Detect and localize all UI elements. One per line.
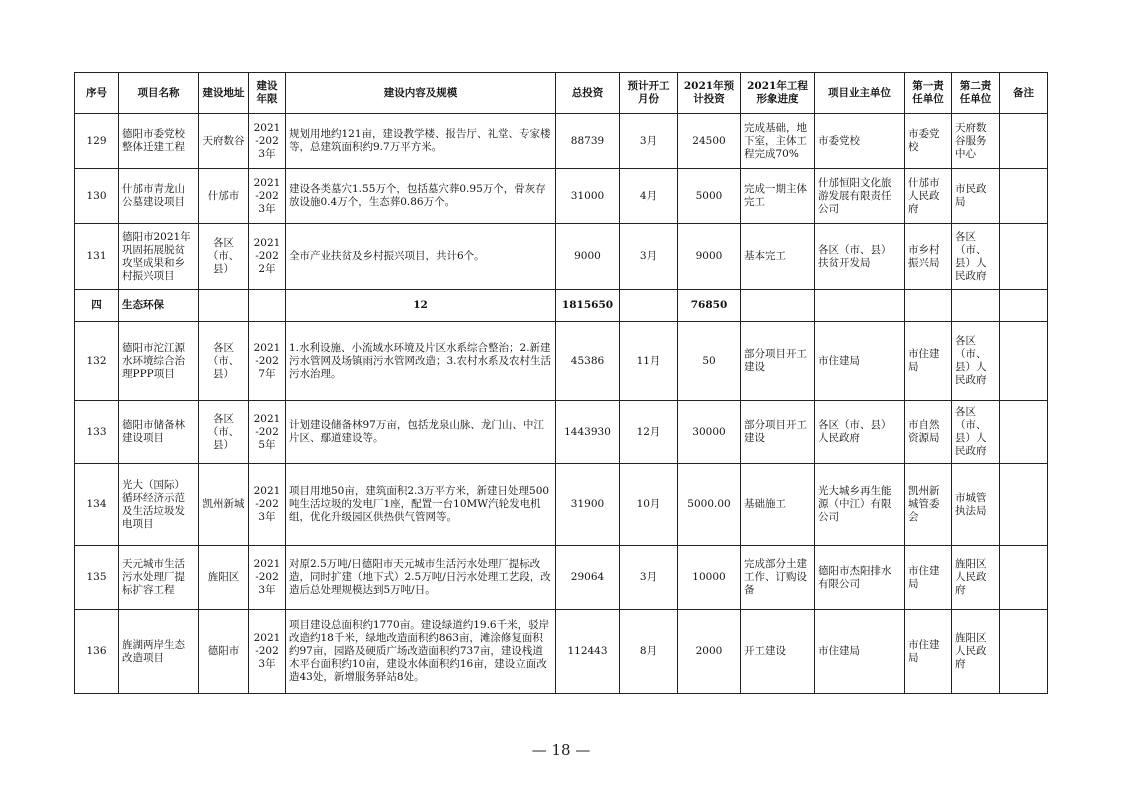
- cell-total: 112443: [556, 610, 620, 694]
- cell-resp2: 各区（市、县）人民政府: [952, 224, 1000, 290]
- cell-period: 2021-2023年: [249, 610, 286, 694]
- cell-total: 1443930: [556, 401, 620, 464]
- cell-location: 各区（市、县）: [199, 224, 249, 290]
- header-name: 项目名称: [119, 73, 199, 114]
- cell-location: 旌阳区: [199, 546, 249, 610]
- cell-content: 建设各类墓穴1.55万个，包括墓穴葬0.95万个，骨灰存放设施0.4万个，生态葬0.86万个。: [286, 169, 556, 224]
- table-row: [75, 546, 1048, 610]
- cell-owner: 各区（市、县）人民政府: [815, 401, 905, 464]
- cell-start-month: 3月: [620, 114, 678, 169]
- header-start-month: 预计开工月份: [620, 73, 678, 114]
- cell-inv-2021: 5000: [678, 169, 741, 224]
- cell-location: 德阳市: [199, 610, 249, 694]
- cell-name: 旌湖两岸生态改造项目: [119, 610, 199, 694]
- cell-name: 光大（国际）循环经济示范及生活垃圾发电项目: [119, 464, 199, 546]
- cell-progress: 基础施工: [741, 464, 815, 546]
- cell-seq: 136: [75, 610, 119, 694]
- cell-resp1: 市自然资源局: [905, 401, 952, 464]
- cell-period: 2021-2023年: [249, 169, 286, 224]
- section-seq: 四: [75, 290, 119, 322]
- cell-resp1: 什邡市人民政府: [905, 169, 952, 224]
- header-resp1: 第一责任单位: [905, 73, 952, 114]
- section-count: 12: [286, 290, 556, 322]
- cell-period: 2021-2027年: [249, 322, 286, 401]
- cell-resp2: 旌阳区人民政府: [952, 610, 1000, 694]
- cell-start-month: 4月: [620, 169, 678, 224]
- cell-resp2: 各区（市、县）人民政府: [952, 322, 1000, 401]
- cell-inv-2021: 50: [678, 322, 741, 401]
- cell-seq: 132: [75, 322, 119, 401]
- cell-owner: 光大城乡再生能源（中江）有限公司: [815, 464, 905, 546]
- header-progress: 2021年工程形象进度: [741, 73, 815, 114]
- header-owner: 项目业主单位: [815, 73, 905, 114]
- cell-seq: 129: [75, 114, 119, 169]
- cell-total: 29064: [556, 546, 620, 610]
- cell-remark: [1000, 610, 1048, 694]
- cell-owner: 各区（市、县）扶贫开发局: [815, 224, 905, 290]
- cell-content: 项目建设总面积约1770亩。建设绿道约19.6千米，驳岸改造约18千米，绿地改造面积约863亩，滩涂修复面积约97亩，园路及硬质广场改造面积约737亩，建设栈道木平台面积约10亩，建设水体面积约16亩，建设立面改造43处，新增服务驿站8处。: [286, 610, 556, 694]
- cell-resp1: 市住建局: [905, 322, 952, 401]
- cell-period: 2021-2023年: [249, 464, 286, 546]
- cell-start-month: 12月: [620, 401, 678, 464]
- cell-total: 45386: [556, 322, 620, 401]
- header-row: [75, 73, 1048, 114]
- header-seq: 序号: [75, 73, 119, 114]
- cell-remark: [1000, 114, 1048, 169]
- cell-owner: 德阳市杰阳排水有限公司: [815, 546, 905, 610]
- cell-location: 凯州新城: [199, 464, 249, 546]
- section-inv-2021: 76850: [678, 290, 741, 322]
- cell-seq: 131: [75, 224, 119, 290]
- cell-progress: 完成基础，地下室，主体工程完成70%: [741, 114, 815, 169]
- cell-start-month: 10月: [620, 464, 678, 546]
- cell-content: 对原2.5万吨/日德阳市天元城市生活污水处理厂提标改造，同时扩建（地下式）2.5万吨/日污水处理工艺段，改造后总处理规模达到5万吨/日。: [286, 546, 556, 610]
- cell-location: 各区（市、县）: [199, 322, 249, 401]
- project-table: [74, 72, 1048, 694]
- cell-owner: 市委党校: [815, 114, 905, 169]
- cell-resp1: 市乡村振兴局: [905, 224, 952, 290]
- cell-content: 全市产业扶贫及乡村振兴项目，共计6个。: [286, 224, 556, 290]
- header-total: 总投资: [556, 73, 620, 114]
- cell-name: 德阳市沱江源水环境综合治理PPP项目: [119, 322, 199, 401]
- cell-resp2: 市民政局: [952, 169, 1000, 224]
- cell-total: 9000: [556, 224, 620, 290]
- table-row: [75, 464, 1048, 546]
- section-name: 生态环保: [119, 290, 199, 322]
- table-row: [75, 224, 1048, 290]
- cell-total: 31900: [556, 464, 620, 546]
- cell-name: 德阳市委党校整体迁建工程: [119, 114, 199, 169]
- header-resp2: 第二责任单位: [952, 73, 1000, 114]
- cell-content: 规划用地约121亩，建设教学楼、报告厅、礼堂、专家楼等，总建筑面积约9.7万平方米。: [286, 114, 556, 169]
- cell-resp1: 市住建局: [905, 546, 952, 610]
- table-row: [75, 401, 1048, 464]
- cell-resp1: 市委党校: [905, 114, 952, 169]
- cell-start-month: 3月: [620, 546, 678, 610]
- cell-resp2: 市城管执法局: [952, 464, 1000, 546]
- table-row: [75, 610, 1048, 694]
- header-period: 建设年限: [249, 73, 286, 114]
- cell-inv-2021: 5000.00: [678, 464, 741, 546]
- cell-progress: 完成部分土建工作、订购设备: [741, 546, 815, 610]
- cell-seq: 135: [75, 546, 119, 610]
- cell-start-month: 11月: [620, 322, 678, 401]
- cell-inv-2021: 9000: [678, 224, 741, 290]
- cell-resp1: 凯州新城管委会: [905, 464, 952, 546]
- header-inv-2021: 2021年预计投资: [678, 73, 741, 114]
- cell-progress: 开工建设: [741, 610, 815, 694]
- cell-remark: [1000, 401, 1048, 464]
- cell-period: 2021-2023年: [249, 546, 286, 610]
- cell-inv-2021: 2000: [678, 610, 741, 694]
- header-content: 建设内容及规模: [286, 73, 556, 114]
- cell-inv-2021: 10000: [678, 546, 741, 610]
- cell-name: 什邡市青龙山公墓建设项目: [119, 169, 199, 224]
- cell-total: 88739: [556, 114, 620, 169]
- cell-resp2: 旌阳区人民政府: [952, 546, 1000, 610]
- cell-progress: 部分项目开工建设: [741, 401, 815, 464]
- cell-resp2: 天府数谷服务中心: [952, 114, 1000, 169]
- cell-resp2: 各区（市、县）人民政府: [952, 401, 1000, 464]
- cell-location: 各区（市、县）: [199, 401, 249, 464]
- cell-start-month: 8月: [620, 610, 678, 694]
- cell-owner: 什邡恒阳文化旅游发展有限责任公司: [815, 169, 905, 224]
- section-row: [75, 290, 1048, 322]
- cell-period: 2021-2023年: [249, 114, 286, 169]
- cell-seq: 130: [75, 169, 119, 224]
- cell-progress: 完成一期主体完工: [741, 169, 815, 224]
- cell-content: 项目用地50亩，建筑面积2.3万平方米，新建日处理500吨生活垃圾的发电厂1座，配置一台10MW汽轮发电机组，优化升级园区供热供气管网等。: [286, 464, 556, 546]
- page-number: — 18 —: [531, 741, 591, 759]
- cell-remark: [1000, 169, 1048, 224]
- cell-total: 31000: [556, 169, 620, 224]
- cell-period: 2021-2022年: [249, 224, 286, 290]
- table-row: [75, 322, 1048, 401]
- cell-progress: 部分项目开工建设: [741, 322, 815, 401]
- cell-location: 天府数谷: [199, 114, 249, 169]
- header-remark: 备注: [1000, 73, 1048, 114]
- cell-name: 德阳市2021年巩固拓展脱贫攻坚成果和乡村振兴项目: [119, 224, 199, 290]
- cell-owner: 市住建局: [815, 322, 905, 401]
- cell-owner: 市住建局: [815, 610, 905, 694]
- table-row: [75, 169, 1048, 224]
- cell-progress: 基本完工: [741, 224, 815, 290]
- cell-resp1: 市住建局: [905, 610, 952, 694]
- cell-inv-2021: 24500: [678, 114, 741, 169]
- cell-remark: [1000, 224, 1048, 290]
- cell-remark: [1000, 464, 1048, 546]
- cell-content: 计划建设储备林97万亩，包括龙泉山脉、龙门山、中江片区、鄢道建设等。: [286, 401, 556, 464]
- cell-seq: 134: [75, 464, 119, 546]
- cell-inv-2021: 30000: [678, 401, 741, 464]
- cell-period: 2021-2025年: [249, 401, 286, 464]
- cell-remark: [1000, 546, 1048, 610]
- cell-content: 1.水利设施、小流域水环境及片区水系综合整治；2.新建污水管网及场镇雨污水管网改造；3.农村水系及农村生活污水治理。: [286, 322, 556, 401]
- cell-remark: [1000, 322, 1048, 401]
- cell-seq: 133: [75, 401, 119, 464]
- cell-name: 天元城市生活污水处理厂提标扩容工程: [119, 546, 199, 610]
- cell-name: 德阳市储备林建设项目: [119, 401, 199, 464]
- cell-location: 什邡市: [199, 169, 249, 224]
- table-row: [75, 114, 1048, 169]
- cell-start-month: 3月: [620, 224, 678, 290]
- section-total: 1815650: [556, 290, 620, 322]
- header-location: 建设地址: [199, 73, 249, 114]
